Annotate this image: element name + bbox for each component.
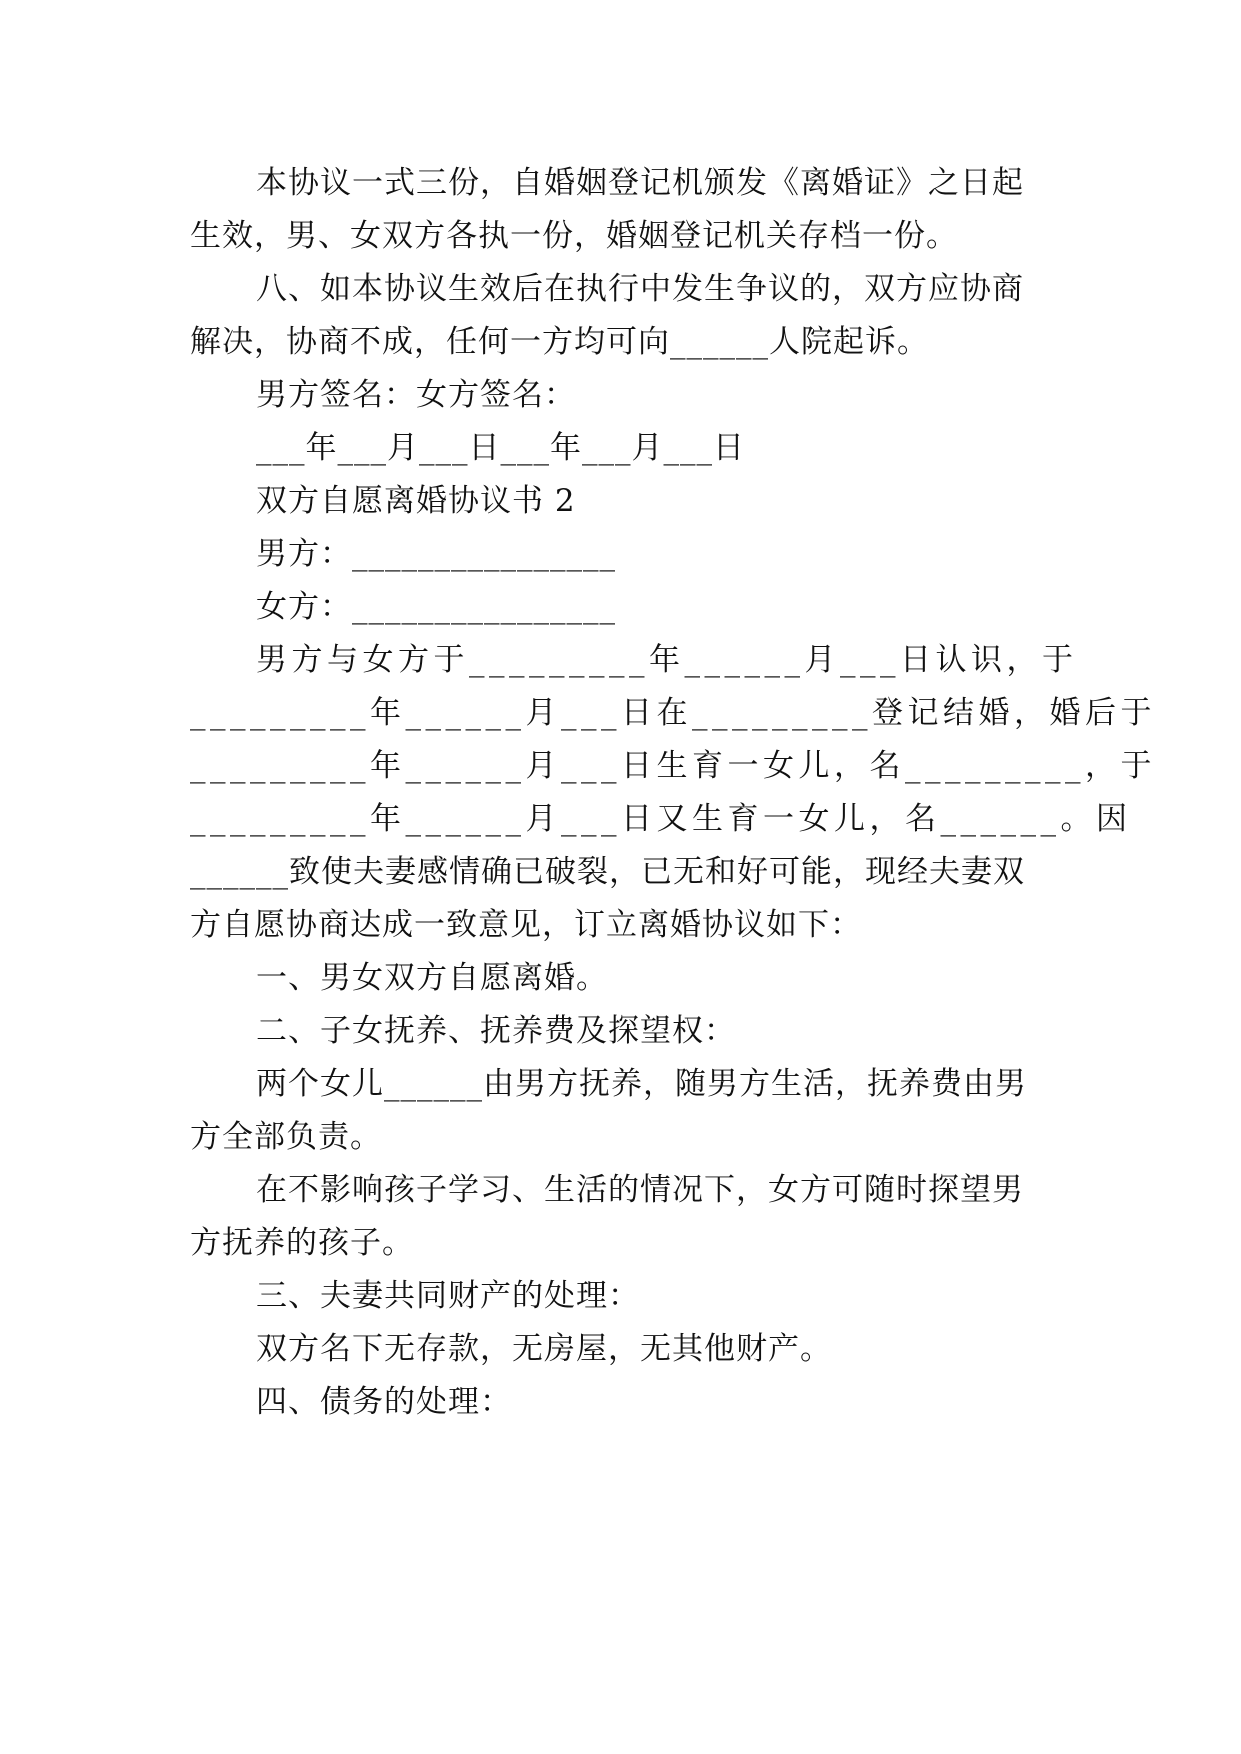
paragraph-line: 八、如本协议生效后在执行中发生争议的，双方应协商 bbox=[256, 271, 1024, 307]
clause-heading: 一、男女双方自愿离婚。 bbox=[256, 960, 608, 996]
paragraph-line: 男方与女方于_________年______月___日认识，于 bbox=[256, 642, 1078, 678]
paragraph-line: 方全部负责。 bbox=[190, 1119, 382, 1155]
clause-heading: 三、夫妻共同财产的处理： bbox=[256, 1278, 640, 1314]
clause-heading: 二、子女抚养、抚养费及探望权： bbox=[256, 1013, 736, 1049]
female-party-line: 女方：________________ bbox=[256, 589, 616, 625]
paragraph-line: ______致使夫妻感情确已破裂，已无和好可能，现经夫妻双 bbox=[190, 854, 1025, 890]
paragraph-line: 本协议一式三份，自婚姻登记机颁发《离婚证》之日起 bbox=[256, 165, 1024, 201]
paragraph-line: 方自愿协商达成一致意见，订立离婚协议如下： bbox=[190, 907, 862, 943]
paragraph-line: 解决，协商不成，任何一方均可向______人院起诉。 bbox=[190, 324, 929, 360]
paragraph-line: _________年______月___日生育一女儿，名_________，于 bbox=[190, 748, 1156, 784]
signature-line: 男方签名：女方签名： bbox=[256, 377, 576, 413]
paragraph-line: _________年______月___日在_________登记结婚，婚后于 bbox=[190, 695, 1156, 731]
male-party-line: 男方：________________ bbox=[256, 536, 616, 572]
paragraph-line: 双方名下无存款，无房屋，无其他财产。 bbox=[256, 1331, 832, 1367]
paragraph-line: _________年______月___日又生育一女儿，名______。因 bbox=[190, 801, 1132, 837]
paragraph-line: 生效，男、女双方各执一份，婚姻登记机关存档一份。 bbox=[190, 218, 958, 254]
paragraph-line: 在不影响孩子学习、生活的情况下，女方可随时探望男 bbox=[256, 1172, 1024, 1208]
document-title: 双方自愿离婚协议书 2 bbox=[256, 483, 576, 519]
paragraph-line: 方抚养的孩子。 bbox=[190, 1225, 414, 1261]
paragraph-line: 两个女儿______由男方抚养，随男方生活，抚养费由男 bbox=[256, 1066, 1027, 1102]
date-line: ___年___月___日___年___月___日 bbox=[256, 430, 745, 466]
clause-heading: 四、债务的处理： bbox=[256, 1384, 512, 1420]
